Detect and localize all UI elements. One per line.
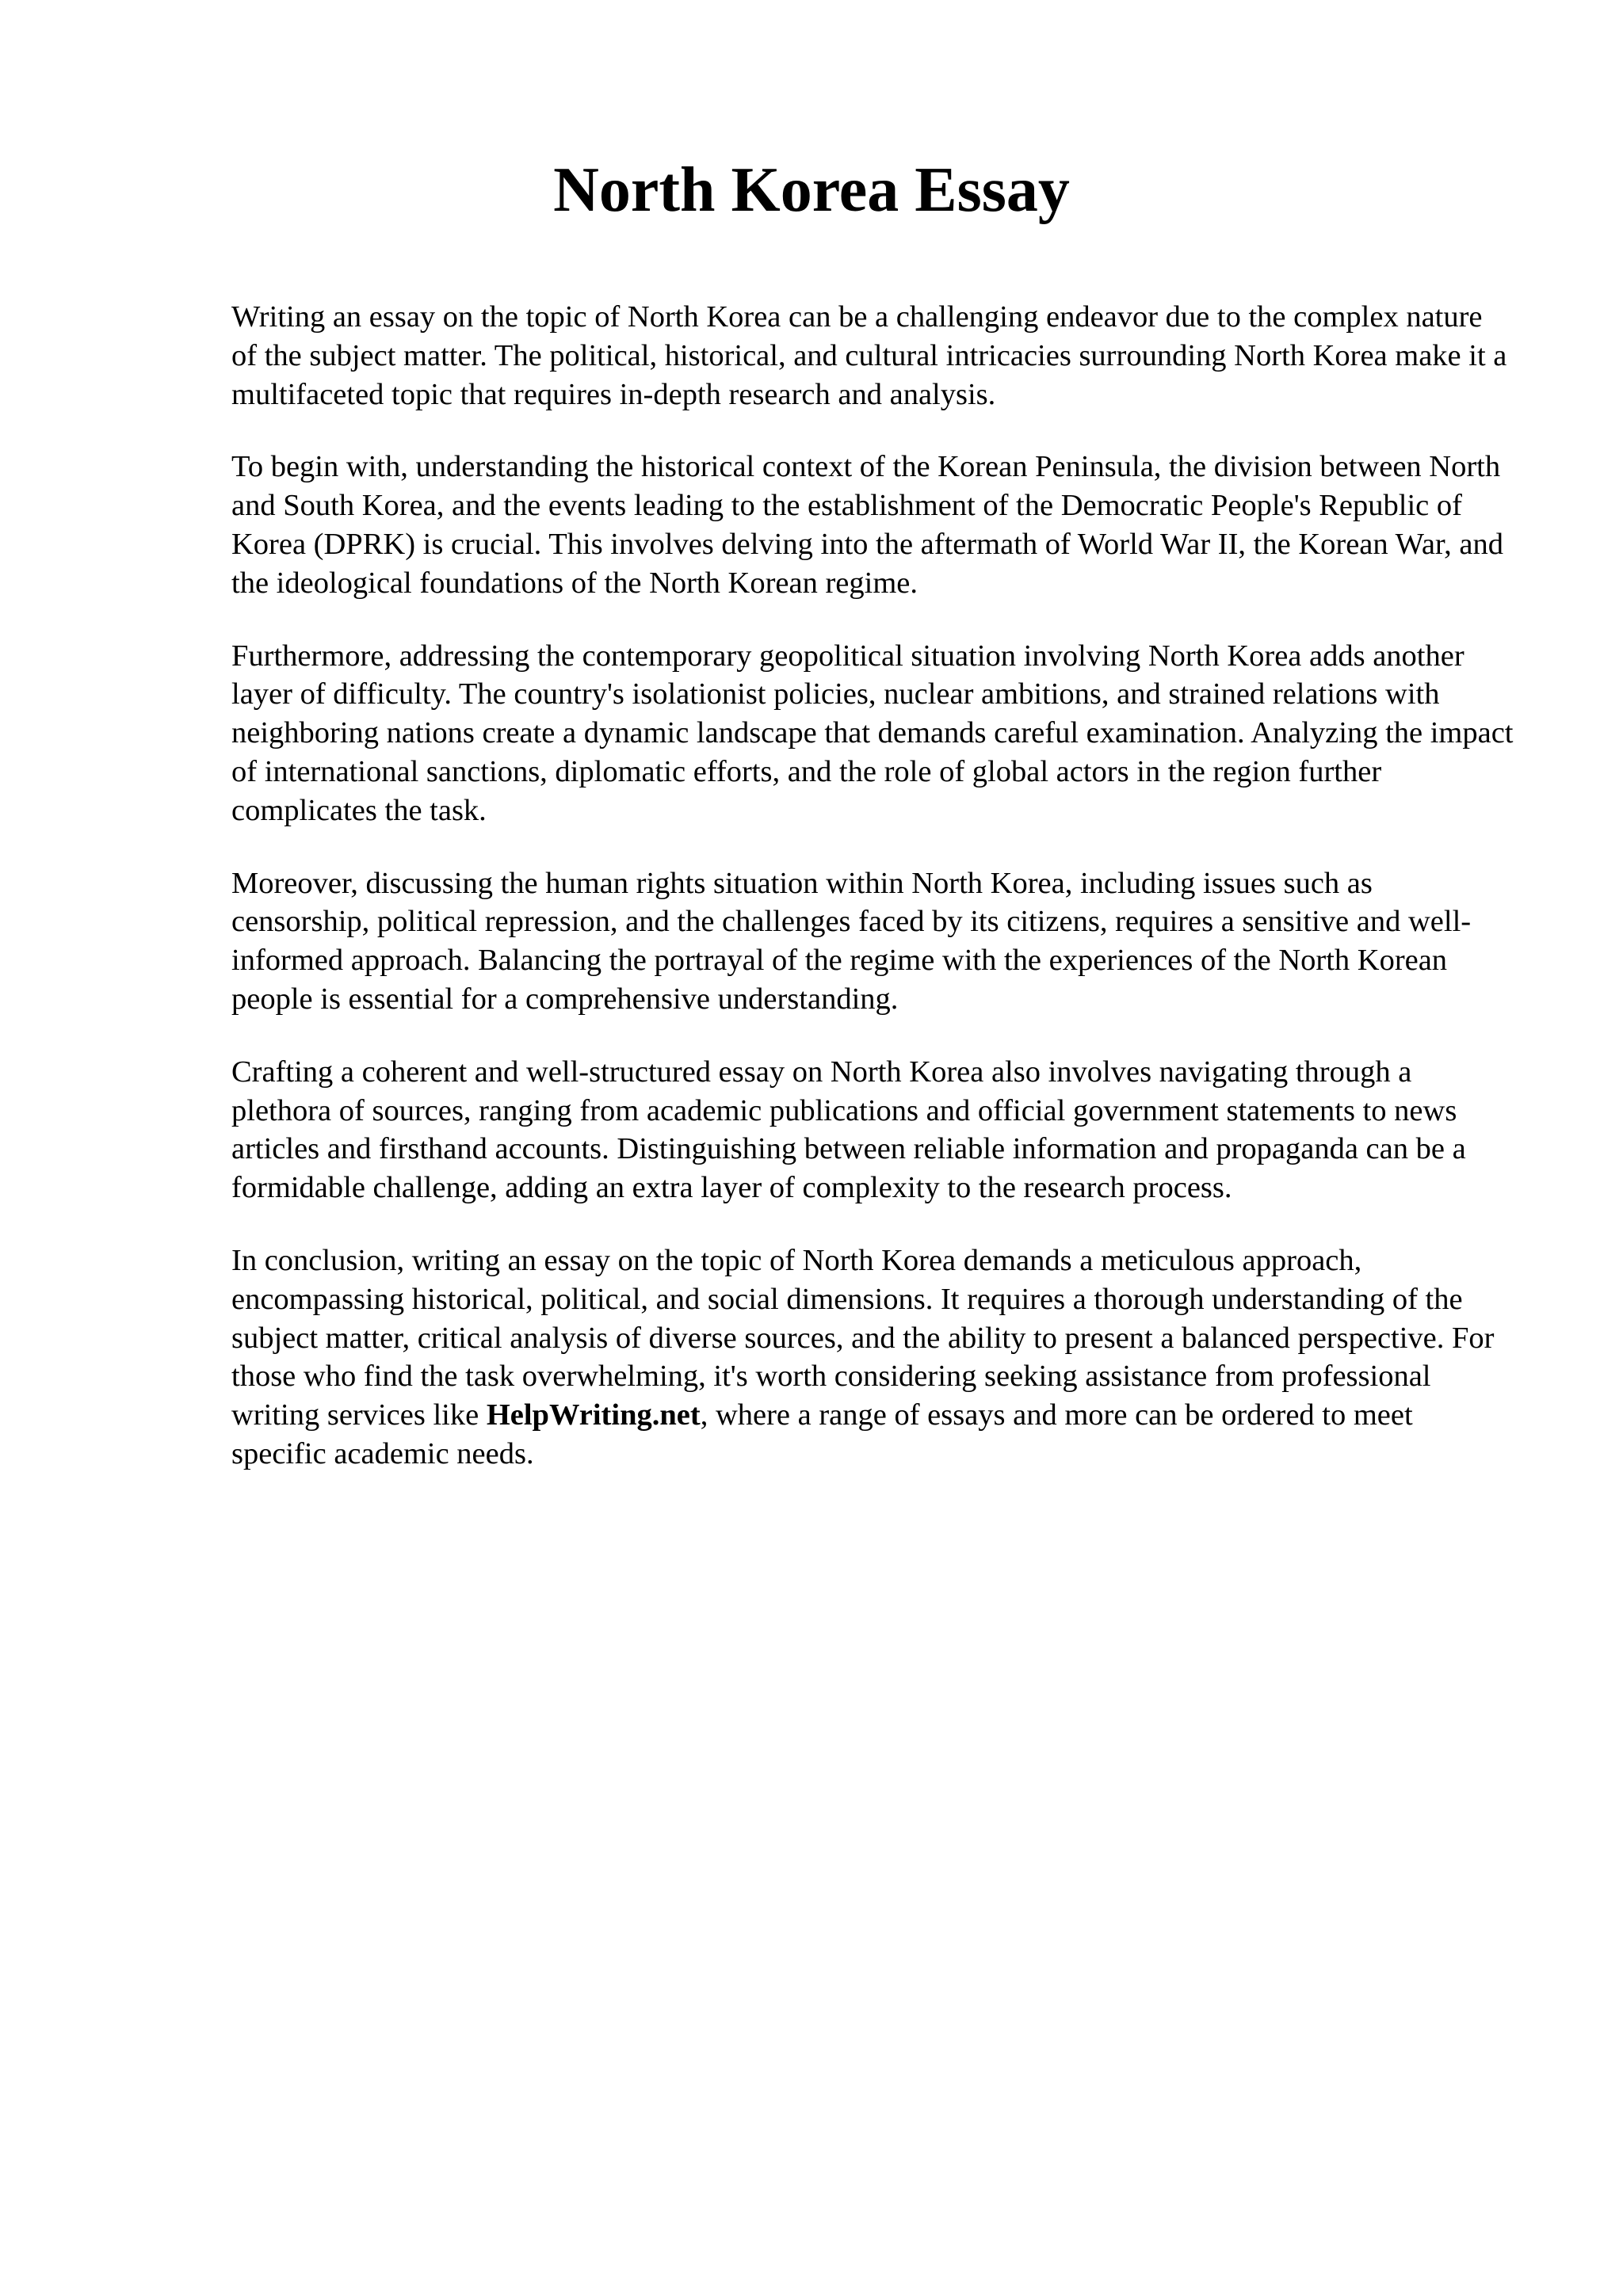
paragraph-geopolitics: Furthermore, addressing the contemporary geopolitical situation involving North Korea adds another layer of difficulty. The country's isolationist policies, nuclear ambitions, and strained relations with neighboring nations create a dynamic landscape that demands careful examination. Analyzing the impact of international sanctions, diplomatic efforts, and the role of global actors in the region further complicates the task. (231, 639, 1514, 827)
document-title: North Korea Essay (553, 155, 1070, 225)
paragraph-intro: Writing an essay on the topic of North Korea can be a challenging endeavor due to the complex nature of the subject matter. The political, historical, and cultural intricacies surrounding North Korea make it a multifaceted topic that requires in-depth research and analysis. (231, 300, 1507, 411)
conclusion-text-after-link: , where a range of essays and more can be ordered to meet specific academic needs. (231, 1398, 1413, 1470)
paragraph-human-rights: Moreover, discussing the human rights situation within North Korea, including issues such as censorship, political repression, and the challenges faced by its citizens, requires a sensitive and well-informed approach. Balancing the portrayal of the regime with the experiences of the North Korean people is essential for a comprehensive understanding. (231, 866, 1472, 1016)
essay-body (231, 298, 1515, 1508)
helpwriting-link[interactable]: HelpWriting.net (486, 1398, 701, 1432)
paragraph-conclusion (231, 1241, 1515, 1474)
paragraph-historical-context: To begin with, understanding the historical context of the Korean Peninsula, the division between North and South Korea, and the events leading to the establishment of the Democratic People's Republic of Korea (DPRK) is crucial. This involves delving into the aftermath of World War II, the Korean War, and the ideological foundations of the North Korean regime. (231, 450, 1504, 600)
conclusion-text-before-link: In conclusion, writing an essay on the topic of North Korea demands a meticulous approach, encompassing historical, political, and social dimensions. It requires a thorough understanding of the subject matter, critical analysis of diverse sources, and the ability to present a balanced perspective. For those who find the task overwhelming, it's worth considering seeking assistance from professional writing services like (231, 1243, 1495, 1432)
paragraph-sources: Crafting a coherent and well-structured essay on North Korea also involves navigating through a plethora of sources, ranging from academic publications and official government statements to news articles and firsthand accounts. Distinguishing between reliable information and propaganda can be a formidable challenge, adding an extra layer of complexity to the research process. (231, 1055, 1466, 1205)
